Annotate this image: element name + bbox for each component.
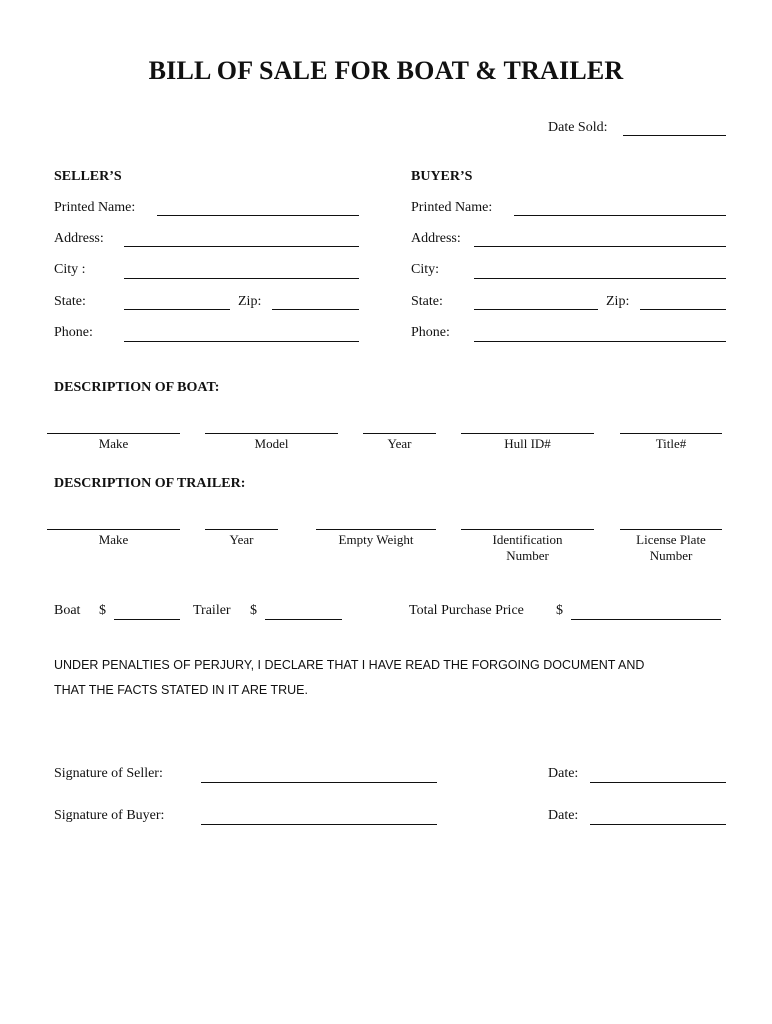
boat-description-heading: DESCRIPTION OF BOAT: <box>54 380 220 395</box>
trailer-empty-weight-field[interactable] <box>316 529 436 530</box>
boat-year-caption: Year <box>387 436 412 451</box>
seller-city-label: City : <box>54 262 86 277</box>
trailer-year-field[interactable] <box>205 529 278 530</box>
boat-title-field[interactable] <box>620 433 722 434</box>
buyer-heading: BUYER’S <box>411 169 473 184</box>
boat-make-field[interactable] <box>47 433 180 434</box>
seller-city-field[interactable] <box>124 278 359 279</box>
buyer-phone-field[interactable] <box>474 341 726 342</box>
buyer-address-field[interactable] <box>474 246 726 247</box>
seller-zip-field[interactable] <box>272 309 359 310</box>
seller-zip-label: Zip: <box>238 294 262 309</box>
trailer-price-label: Trailer <box>193 603 231 618</box>
seller-address-field[interactable] <box>124 246 359 247</box>
boat-price-field[interactable] <box>114 619 180 620</box>
seller-printed-name-label: Printed Name: <box>54 200 136 215</box>
boat-price-currency: $ <box>99 603 106 618</box>
total-price-label: Total Purchase Price <box>409 603 524 618</box>
seller-phone-field[interactable] <box>124 341 359 342</box>
date-sold-field[interactable] <box>623 135 726 136</box>
buyer-signature-field[interactable] <box>201 824 437 825</box>
buyer-printed-name-label: Printed Name: <box>411 200 493 215</box>
boat-price-label: Boat <box>54 603 81 618</box>
trailer-price-currency: $ <box>250 603 257 618</box>
trailer-license-plate-number-caption: Number <box>649 548 693 563</box>
boat-hull-id-field[interactable] <box>461 433 594 434</box>
buyer-address-label: Address: <box>411 231 461 246</box>
boat-title-caption: Title# <box>655 436 687 451</box>
seller-date-field[interactable] <box>590 782 726 783</box>
seller-heading: SELLER’S <box>54 169 122 184</box>
date-sold-label: Date Sold: <box>548 120 608 135</box>
trailer-description-heading: DESCRIPTION OF TRAILER: <box>54 476 246 491</box>
buyer-zip-label: Zip: <box>606 294 630 309</box>
boat-make-caption: Make <box>98 436 129 451</box>
boat-model-field[interactable] <box>205 433 338 434</box>
buyer-zip-field[interactable] <box>640 309 726 310</box>
trailer-license-plate-field[interactable] <box>620 529 722 530</box>
seller-state-field[interactable] <box>124 309 230 310</box>
boat-year-field[interactable] <box>363 433 436 434</box>
trailer-identification-number-caption: Number <box>506 548 549 563</box>
trailer-license-plate-caption: License Plate <box>636 532 706 547</box>
trailer-identification-caption: Identification <box>492 532 563 547</box>
buyer-state-field[interactable] <box>474 309 598 310</box>
total-price-field[interactable] <box>571 619 721 620</box>
seller-printed-name-field[interactable] <box>157 215 359 216</box>
buyer-date-label: Date: <box>548 808 579 823</box>
buyer-state-label: State: <box>411 294 443 309</box>
perjury-declaration-line-1: UNDER PENALTIES OF PERJURY, I DECLARE THAT I HAVE READ THE FORGOING DOCUMENT AND <box>54 658 645 672</box>
seller-signature-field[interactable] <box>201 782 437 783</box>
buyer-signature-label: Signature of Buyer: <box>54 808 165 823</box>
seller-signature-label: Signature of Seller: <box>54 766 163 781</box>
trailer-identification-number-field[interactable] <box>461 529 594 530</box>
buyer-printed-name-field[interactable] <box>514 215 726 216</box>
trailer-make-caption: Make <box>98 532 129 547</box>
total-price-currency: $ <box>556 603 563 618</box>
buyer-phone-label: Phone: <box>411 325 450 340</box>
buyer-city-label: City: <box>411 262 440 277</box>
seller-date-label: Date: <box>548 766 579 781</box>
buyer-city-field[interactable] <box>474 278 726 279</box>
trailer-make-field[interactable] <box>47 529 180 530</box>
seller-phone-label: Phone: <box>54 325 93 340</box>
trailer-year-caption: Year <box>229 532 254 547</box>
perjury-declaration-line-2: THAT THE FACTS STATED IN IT ARE TRUE. <box>54 683 308 697</box>
boat-hull-id-caption: Hull ID# <box>504 436 551 451</box>
seller-address-label: Address: <box>54 231 104 246</box>
page-title: BILL OF SALE FOR BOAT & TRAILER <box>148 56 624 85</box>
seller-state-label: State: <box>54 294 86 309</box>
trailer-price-field[interactable] <box>265 619 342 620</box>
trailer-empty-weight-caption: Empty Weight <box>338 532 414 547</box>
boat-model-caption: Model <box>254 436 289 451</box>
buyer-date-field[interactable] <box>590 824 726 825</box>
